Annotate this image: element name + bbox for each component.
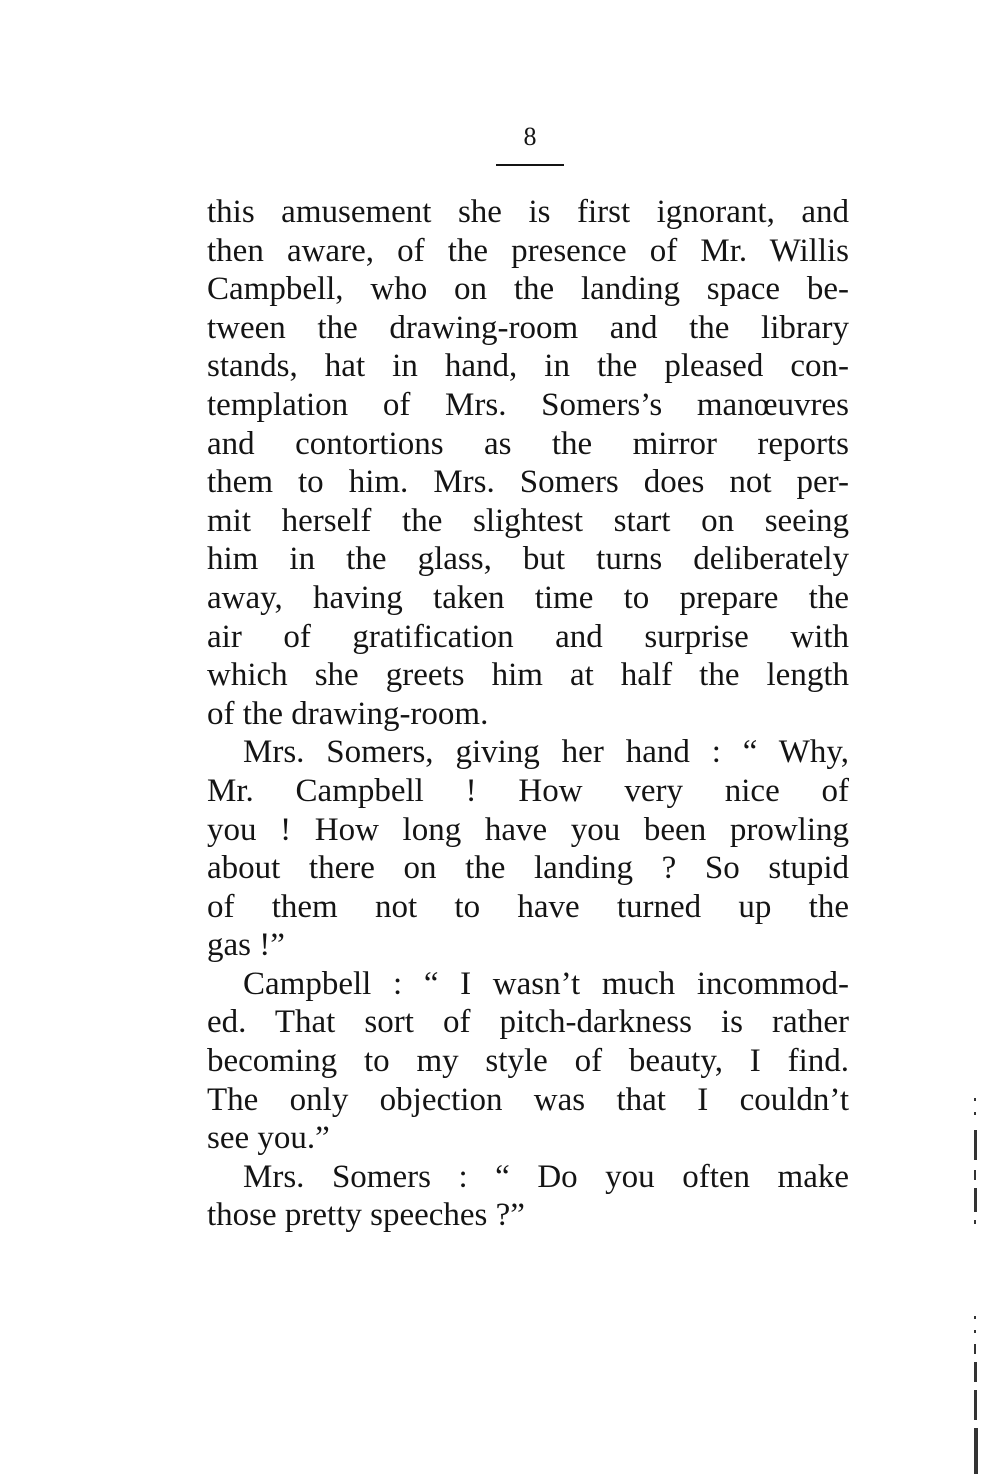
text-line: tween the drawing-room and the library — [207, 309, 849, 346]
text-line: mit herself the slightest start on seeing — [207, 502, 849, 539]
text-line: then aware, of the presence of Mr. Willis — [207, 232, 849, 269]
text-line: him in the glass, but turns deliberately — [207, 541, 849, 578]
scan-edge-marks — [974, 1310, 980, 1476]
text-line: this amusement she is first ignorant, and — [207, 194, 849, 230]
text-line: The only objection was that I couldn’t — [207, 1081, 849, 1118]
dialogue-line: Mrs. Somers : “ Do you often make — [243, 1158, 849, 1195]
text-line: which she greets him at half the length — [207, 657, 849, 694]
text-line: them to him. Mrs. Somers does not per- — [207, 464, 849, 501]
dialogue-line: Campbell : “ I wasn’t much incommod- — [243, 965, 849, 1002]
text-line: Mr. Campbell ! How very nice of — [207, 772, 849, 809]
text-line: about there on the landing ? So stupid — [207, 850, 849, 887]
text-line: ed. That sort of pitch-darkness is rather — [207, 1004, 849, 1041]
text-line: gas !” — [207, 927, 285, 964]
scan-edge-marks — [974, 1090, 980, 1230]
text-line: away, having taken time to prepare the — [207, 579, 849, 616]
page-number-rule — [496, 164, 564, 166]
text-line: of them not to have turned up the — [207, 888, 849, 925]
dialogue-line: Mrs. Somers, giving her hand : “ Why, — [243, 734, 849, 771]
body-text — [207, 193, 849, 1235]
text-line: of the drawing-room. — [207, 695, 489, 732]
text-line: Campbell, who on the landing space be- — [207, 271, 849, 308]
text-line: air of gratification and surprise with — [207, 618, 849, 655]
text-line: stands, hat in hand, in the pleased con- — [207, 348, 849, 385]
page-number: 8 — [523, 122, 537, 151]
text-line: templation of Mrs. Somers’s manœuvres — [207, 386, 849, 423]
text-line: becoming to my style of beauty, I find. — [207, 1043, 849, 1080]
text-line: see you.” — [207, 1120, 330, 1157]
text-line: you ! How long have you been prowling — [207, 811, 849, 848]
text-line: and contortions as the mirror reports — [207, 425, 849, 462]
text-line: those pretty speeches ?” — [207, 1197, 525, 1234]
